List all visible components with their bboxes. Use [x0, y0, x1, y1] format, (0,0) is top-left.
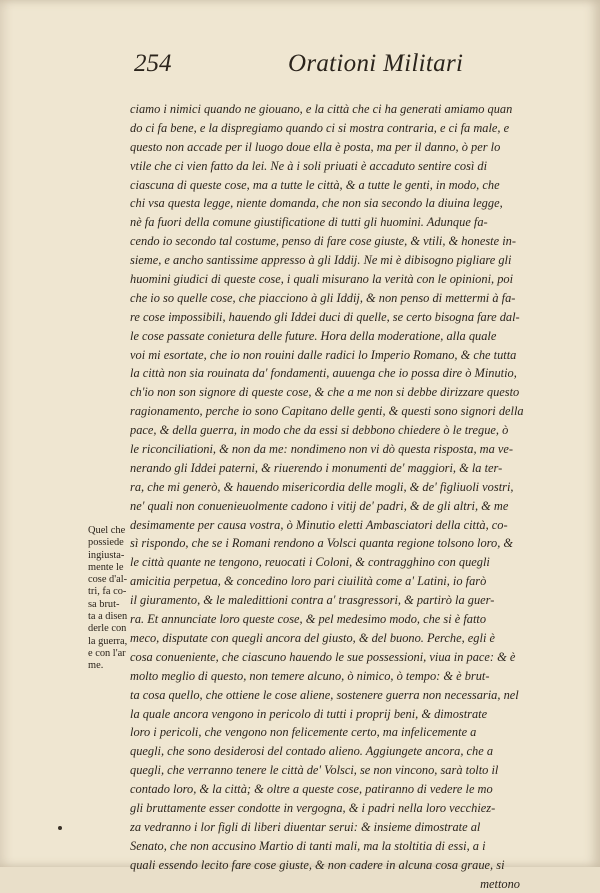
- text-line: ciascuna di queste cose, ma a tutte le città, & a tutte le genti, in modo, che: [130, 177, 500, 192]
- text-line: ra, che mi generò, & hauendo misericordia delle mogli, & de' figliuoli vostri,: [130, 479, 514, 494]
- text-line: nerando gli Iddei paterni, & riuerendo i monumenti de' maggiori, & la ter-: [130, 460, 503, 475]
- text-line: re cose impossibili, hauendo gli Iddei duci di quelle, se certo bisogna fare dal-: [130, 309, 520, 324]
- body-text: [130, 100, 570, 893]
- text-line: huomini giudici di queste cose, i quali misurano la verità con le opinioni, poi: [130, 272, 514, 287]
- margin-note-line: Quel che: [88, 525, 126, 536]
- margin-note-line: ta a disen: [88, 611, 128, 623]
- text-line: meco, disputate con quegli ancora del giusto, & del buono. Perche, egli è: [130, 630, 495, 645]
- text-line: quegli, che verranno tenere le città de' Volsci, se non vincono, sarà tolto il: [130, 763, 499, 778]
- text-line: questo non accade per il luogo doue ella è posta, ma per il danno, ò per lo: [130, 139, 501, 154]
- margin-note-line: possiede: [88, 537, 124, 549]
- margin-note-line: ingiusta-: [88, 549, 125, 561]
- margin-note-line: derle con: [88, 623, 127, 635]
- margin-note-line: cose d'al-: [88, 574, 128, 586]
- text-line: voi mi esortate, che io non rouini dalle radici lo Imperio Romano, & che tutta: [130, 347, 517, 362]
- text-line: loro i pericoli, che vengono non felicemente certo, ma infelicemente a: [130, 725, 477, 740]
- text-line: desimamente per causa vostra, ò Minutio eletti Ambasciatori della città, co-: [130, 517, 508, 532]
- text-line: cosa conueniente, che ciascuno hauendo le sue possessioni, viua in pace: & è: [130, 649, 516, 664]
- margin-note-line: sa brut-: [88, 598, 120, 610]
- text-line: sieme, e ancho santissime appresso à gli Iddij. Ne mi è dibisogno pigliare gli: [130, 253, 512, 268]
- text-line: ra. Et annunciate loro queste cose, & pel medesimo modo, che si è fatto: [130, 612, 487, 627]
- text-line: la quale ancora vengono in pericolo di tutti i proprij beni, & dimostrate: [130, 706, 488, 721]
- margin-note: [88, 525, 132, 673]
- margin-note-line: mente le: [88, 561, 124, 573]
- margin-note-line: tri, fa co-: [88, 586, 127, 598]
- text-line: pace, & della guerra, in modo che da essi si debbono chiedere ò le tregue, ò: [130, 423, 509, 438]
- text-line: le città quante ne tengono, reuocati i Coloni, & contragghino con quegli: [130, 555, 490, 570]
- page-number: 254: [134, 50, 172, 77]
- text-line: cendo io secondo tal costume, penso di fare cose giuste, & vtili, & honeste in-: [130, 234, 516, 249]
- text-line: che io so quelle cose, che piacciono à gli Iddij, & non penso di mettermi à fa-: [130, 290, 516, 305]
- margin-note-line: me.: [88, 660, 104, 672]
- page-header: [120, 46, 540, 80]
- text-line: le cose passate conietura delle future. Hora della moderatione, alla quale: [130, 328, 497, 343]
- text-line: ne' quali non conuenieuolmente cadono i vitij de' padri, & de gli altri, & me: [130, 498, 509, 513]
- text-line: nè fa fuori della comune giustificatione di tutti gli huomini. Adunque fa-: [130, 215, 488, 230]
- running-title: Orationi Militari: [288, 50, 464, 77]
- text-line: ch'io non son signore di queste cose, & che a me non si debbe dirizzare questo: [130, 385, 520, 400]
- margin-note-line: e con l'ar: [88, 647, 126, 659]
- text-line: quegli, che sono desiderosi del contado alieno. Aggiungete ancora, che a: [130, 744, 494, 759]
- text-line: ragionamento, perche io sono Capitano delle genti, & questi sono signori della: [130, 404, 524, 419]
- text-line: chi vsa questa legge, niente domanda, che non sia secondo la diuina legge,: [130, 196, 503, 211]
- catchword: mettono: [480, 876, 520, 891]
- text-line: ta cosa quello, che ottiene le cose aliene, sostenere guerra non necessaria, nel: [130, 687, 519, 702]
- text-line: amicitia perpetua, & concedino loro pari ciuilità come a' Latini, io farò: [130, 574, 487, 589]
- text-line: contado loro, & la città; & oltre a queste cose, patiranno di vedere le mo: [130, 782, 493, 797]
- text-line: do ci fa bene, e la dispregiamo quando ci si mostra contraria, e ci fa male, e: [130, 120, 510, 135]
- text-line: za vedranno i lor figli di liberi diuentar serui: & insieme dimostrate al: [130, 819, 481, 834]
- text-line: il giuramento, & le maledittioni contra a' trasgressori, & partirò la guer-: [130, 593, 495, 608]
- text-line: gli bruttamente esser condotte in vergogna, & i padri nella loro vecchiez-: [130, 800, 496, 815]
- text-line: ciamo i nimici quando ne giouano, e la città che ci ha generati amiamo quan: [130, 102, 513, 116]
- text-line: sì rispondo, che se i Romani rendono a Volsci quanta regione tolsono loro, &: [130, 536, 514, 551]
- text-line: la città non sia rouinata da' fondamenti, auuenga che io possa dire ò Minutio,: [130, 366, 517, 381]
- text-line: vtile che ci vien fatto da lei. Ne à i soli priuati è accaduto sentire così di: [130, 158, 488, 173]
- text-line: le riconciliationi, & non da me: nondimeno non vi dò questa risposta, ma ve-: [130, 442, 514, 457]
- ink-dot: [58, 826, 62, 830]
- text-line: Senato, che non accusino Martio di tanti mali, ma la stoltitia di essi, a i: [130, 838, 486, 853]
- text-line: quali essendo lecito fare cose giuste, & non cadere in alcuna cosa graue, si: [130, 857, 505, 872]
- text-line: molto meglio di questo, non temere alcuno, ò nimico, ò tempo: & è brut-: [130, 668, 490, 683]
- margin-note-line: la guerra,: [88, 635, 128, 647]
